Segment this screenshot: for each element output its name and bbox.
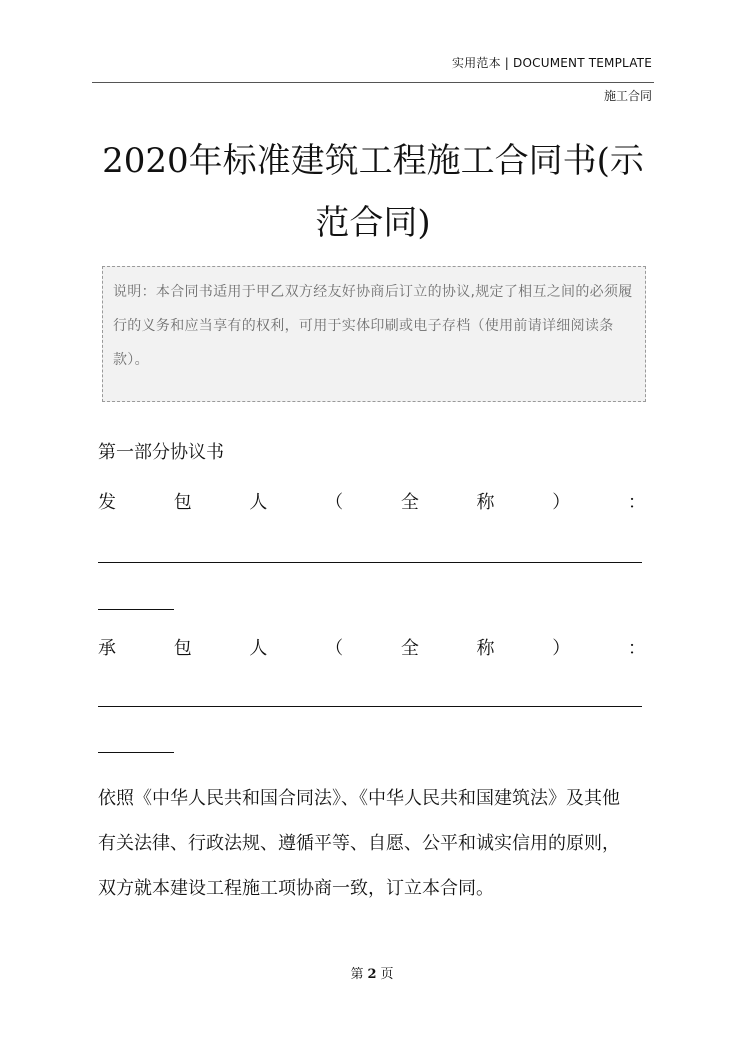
header-sublabel: 施工合同	[603, 89, 652, 103]
party-b-char: 包	[173, 638, 192, 659]
party-a-blank-short[interactable]	[98, 609, 174, 610]
footer-suffix: 页	[380, 967, 394, 982]
body-line: 有关法律、行政法规、遵循平等、自愿、公平和诚实信用的原则，	[98, 833, 620, 854]
party-b-blank-short[interactable]	[98, 752, 174, 753]
party-a-char: ）	[552, 492, 571, 513]
party-b-char: ）	[552, 638, 571, 659]
note-box	[102, 266, 646, 402]
party-b-char: 承	[98, 638, 116, 659]
party-b-char: 称	[476, 638, 495, 659]
page-footer	[0, 963, 744, 982]
document-title: 2020年标准建筑工程施工合同书(示范合同)	[102, 141, 644, 243]
section-title: 第一部分协议书	[98, 442, 224, 463]
party-a-char: 人	[249, 492, 268, 513]
party-a-char: 全	[400, 492, 419, 513]
party-a-label	[98, 488, 646, 514]
note-text: 说明：本合同书适用于甲乙双方经友好协商后订立的协议,规定了相互之间的必须履行的义务和应当享有的权利，可用于实体印刷或电子存档（使用前请详细阅读条款）。	[113, 284, 633, 368]
body-line: 双方就本建设工程施工项协商一致，订立本合同。	[98, 878, 494, 899]
body-line: 依照《中华人民共和国合同法》、《中华人民共和国建筑法》及其他	[98, 788, 620, 809]
party-b-char: 全	[400, 638, 419, 659]
party-a-char: （	[325, 492, 344, 513]
header-label: 实用范本 | DOCUMENT TEMPLATE	[451, 56, 652, 70]
party-a-blank-line[interactable]	[98, 562, 642, 563]
party-a-char: 称	[476, 492, 495, 513]
body-paragraph	[98, 776, 658, 911]
party-a-char: 发	[98, 492, 116, 513]
party-b-label	[98, 634, 646, 660]
party-b-blank-line[interactable]	[98, 706, 642, 707]
page-number: 2	[367, 967, 377, 982]
party-b-char: （	[325, 638, 344, 659]
party-a-char: 包	[173, 492, 192, 513]
party-b-char: ：	[627, 638, 646, 659]
header-divider	[92, 82, 654, 83]
footer-prefix: 第	[350, 967, 364, 982]
party-b-char: 人	[249, 638, 268, 659]
party-a-char: ：	[627, 492, 646, 513]
